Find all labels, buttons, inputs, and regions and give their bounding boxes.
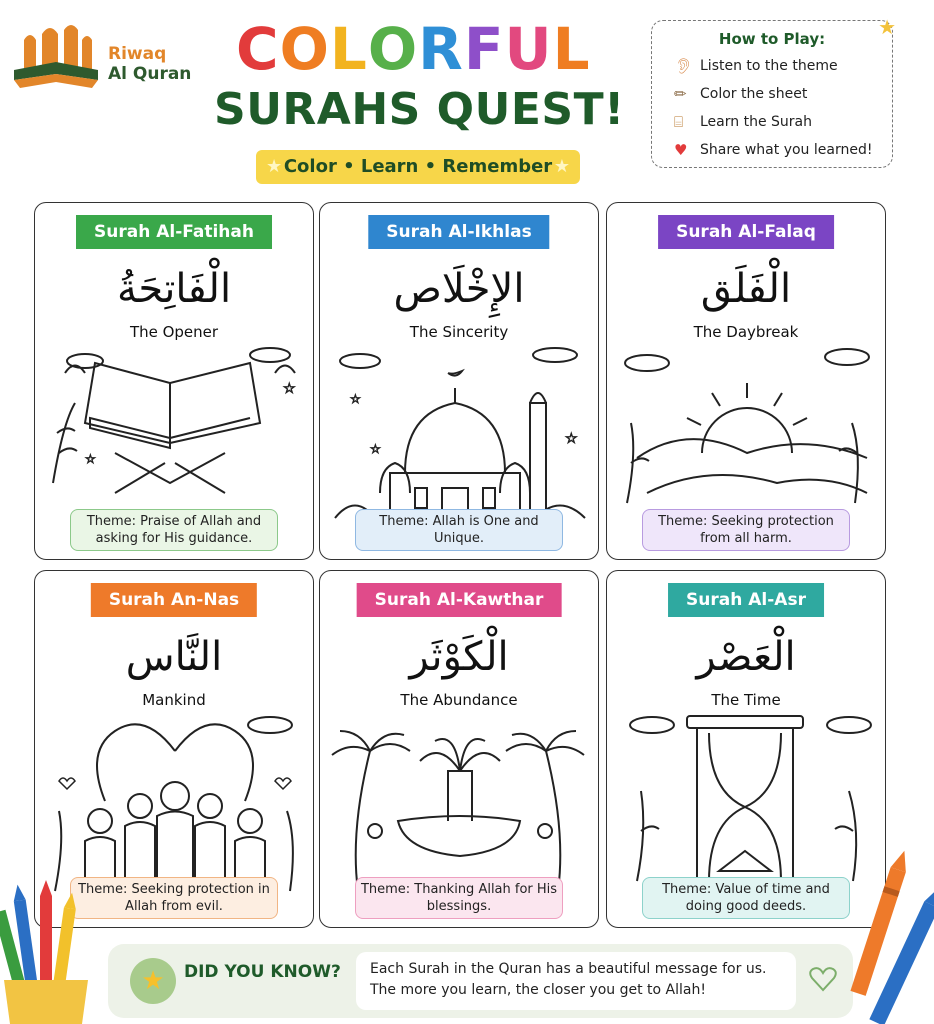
surah-name-ribbon: Surah Al-Ikhlas <box>368 215 549 249</box>
svg-text:☆: ☆ <box>283 381 296 397</box>
surah-theme: Theme: Allah is One and Unique. <box>355 509 563 551</box>
step-item: ♥ Share what you learned! <box>674 136 892 164</box>
surah-card <box>34 202 314 560</box>
ear-icon: 👂︎ <box>674 57 694 75</box>
title-letter: L <box>552 15 591 83</box>
surah-english-meaning: The Sincerity <box>409 323 509 341</box>
how-to-play-box <box>651 15 896 168</box>
title-line2: SURAHS QUEST! <box>214 84 625 135</box>
surah-card <box>606 570 886 928</box>
title-line1 <box>236 15 591 83</box>
surah-name-ribbon: Surah Al-Kawthar <box>357 583 562 617</box>
star-badge <box>130 958 176 1004</box>
surah-card <box>34 570 314 928</box>
svg-text:☆: ☆ <box>370 442 381 456</box>
star-icon: ★ <box>553 156 570 177</box>
tagline-text: Color • Learn • Remember <box>283 156 553 177</box>
tagline <box>256 150 580 184</box>
surah-name-ribbon: Surah Al-Falaq <box>658 215 834 249</box>
surah-arabic-name: النَّاس <box>125 634 223 680</box>
mosque-logo-icon <box>10 20 105 95</box>
title-letter: U <box>504 15 553 83</box>
how-to-play-title: How to Play: <box>718 30 826 48</box>
title-letter: O <box>367 15 419 83</box>
star-icon: ★ <box>141 966 165 996</box>
title-letter: R <box>418 15 464 83</box>
book-icon: ⌸ <box>674 113 684 131</box>
surah-english-meaning: The Daybreak <box>693 323 799 341</box>
title-letter: L <box>329 15 368 83</box>
title-letter: O <box>279 15 330 83</box>
surah-theme: Theme: Seeking protection from all harm. <box>642 509 850 551</box>
star-icon: ★ <box>266 156 283 177</box>
step-item: ⌸ Learn the Surah <box>674 108 892 136</box>
surah-name-ribbon: Surah Al-Asr <box>668 583 824 617</box>
heart-icon: ♥ <box>674 141 688 159</box>
svg-text:☆: ☆ <box>565 431 578 447</box>
step-item: 👂︎ Listen to the theme <box>674 52 892 80</box>
did-you-know-banner <box>108 944 853 1018</box>
surah-arabic-name: الْفَاتِحَةُ <box>116 266 232 312</box>
surah-theme: Theme: Thanking Allah for His blessings. <box>355 877 563 919</box>
surah-theme: Theme: Value of time and doing good deeds. <box>642 877 850 919</box>
surah-english-meaning: The Opener <box>129 323 219 341</box>
surah-theme: Theme: Seeking protection in Allah from evil. <box>70 877 278 919</box>
how-to-play-steps <box>652 52 892 164</box>
svg-text:☆: ☆ <box>85 452 96 466</box>
svg-text:☆: ☆ <box>350 392 361 406</box>
surah-theme: Theme: Praise of Allah and asking for His guidance. <box>70 509 278 551</box>
star-icon: ★ <box>878 15 896 39</box>
surah-english-meaning: Mankind <box>142 691 206 709</box>
surah-card <box>606 202 886 560</box>
did-you-know-title: DID YOU KNOW? <box>184 962 341 982</box>
surah-english-meaning: The Time <box>711 691 781 709</box>
crayons-cup-icon <box>0 880 100 1024</box>
logo <box>10 20 200 95</box>
surah-arabic-name: الْعَصْر <box>696 634 796 680</box>
heart-outline-icon <box>808 964 838 994</box>
surah-name-ribbon: Surah Al-Fatihah <box>76 215 272 249</box>
crayons-icon <box>848 850 934 1024</box>
surah-name-ribbon: Surah An-Nas <box>91 583 257 617</box>
logo-line2: Al Quran <box>108 64 192 84</box>
title-letter: F <box>463 15 505 83</box>
logo-line1: Riwaq <box>108 44 167 64</box>
pencil-icon: ✏︎ <box>674 85 687 103</box>
surah-arabic-name: الْكَوْثَر <box>409 634 509 680</box>
title-letter: C <box>236 15 280 83</box>
did-you-know-text: Each Surah in the Quran has a beautiful message for us. The more you learn, the closer you get to Allah! <box>356 952 796 1010</box>
surah-card <box>319 570 599 928</box>
surah-arabic-name: الْفَلَق <box>700 266 792 312</box>
surah-card <box>319 202 599 560</box>
surah-english-meaning: The Abundance <box>400 691 518 709</box>
surah-arabic-name: الإِخْلَاص <box>393 266 525 312</box>
step-item: ✏︎ Color the sheet <box>674 80 892 108</box>
